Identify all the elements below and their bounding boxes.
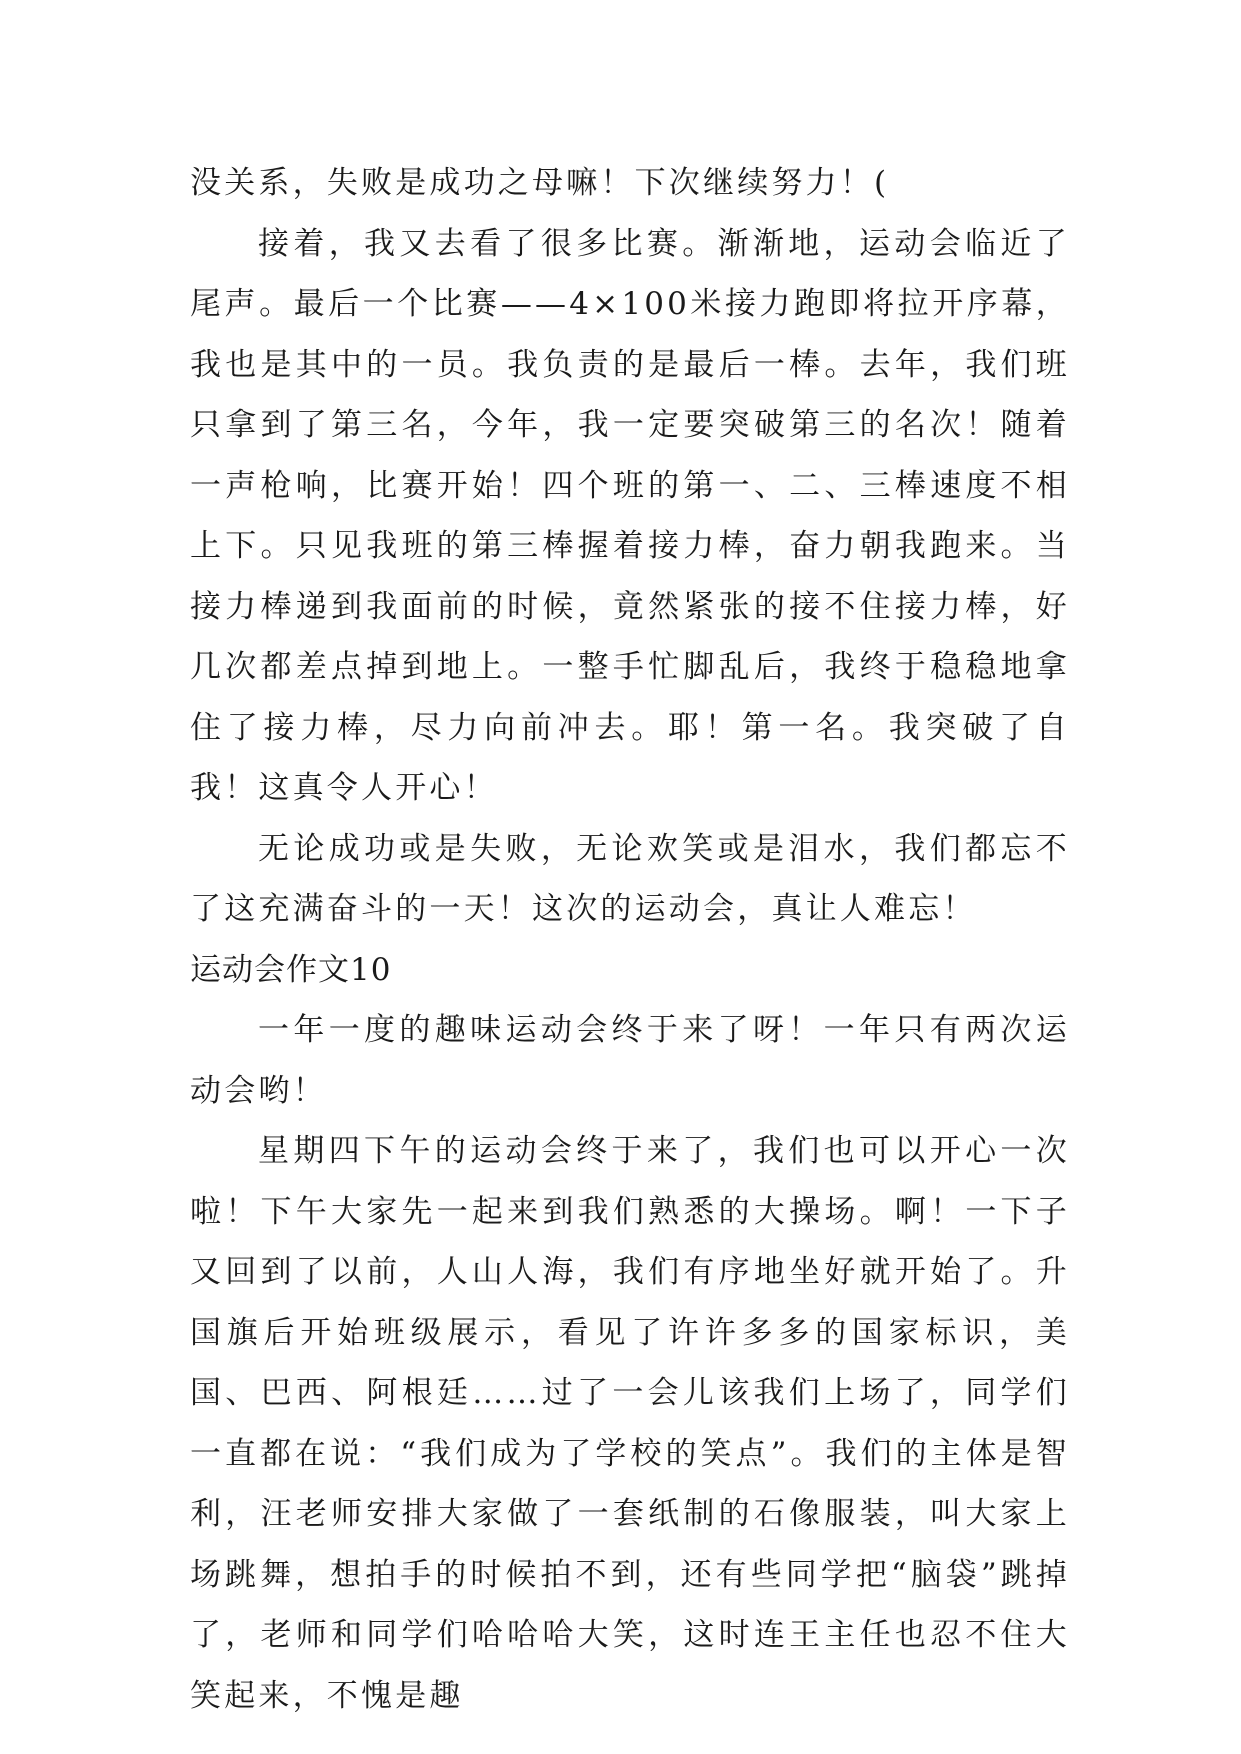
paragraph-5: 星期四下午的运动会终于来了，我们也可以开心一次啦！下午大家先一起来到我们熟悉的大操场。啊！一下子又回到了以前，人山人海，我们有序地坐好就开始了。升国旗后开始班级展示，看见了许许多多的国家标识，美国、巴西、阿根廷……过了一会儿该我们上场了，同学们一直都在说：“我们成为了学校的笑点”。我们的主体是智利，汪老师安排大家做了一套纸制的石像服装，叫大家上场跳舞，想拍手的时候拍不到，还有些同学把“脑袋”跳掉了，老师和同学们哈哈哈大笑，这时连王主任也忍不住大笑起来，不愧是趣 [190, 1133, 1070, 1714]
paragraph-3: 无论成功或是失败，无论欢笑或是泪水，我们都忘不了这充满奋斗的一天！这次的运动会，真让人难忘！ [190, 830, 1070, 927]
paragraph-2: 接着，我又去看了很多比赛。渐渐地，运动会临近了尾声。最后一个比赛——4×100米接力跑即将拉开序幕，我也是其中的一员。我负责的是最后一棒。去年，我们班只拿到了第三名，今年，我一定要突破第三的名次！随着一声枪响，比赛开始！四个班的第一、二、三棒速度不相上下。只见我班的第三棒握着接力棒，奋力朝我跑来。当接力棒递到我面前的时候，竟然紧张的接不住接力棒，好几次都差点掉到地上。一整手忙脚乱后，我终于稳稳地拿住了接力棒，尽力向前冲去。耶！第一名。我突破了自我！这真令人开心！ [190, 225, 1070, 806]
paragraph-4: 一年一度的趣味运动会终于来了呀！一年只有两次运动会哟！ [190, 1012, 1070, 1109]
section-heading: 运动会作文10 [190, 951, 392, 988]
paragraph-1: 没关系，失败是成功之母嘛！下次继续努力！( [190, 165, 890, 201]
document-body [190, 153, 1070, 1726]
